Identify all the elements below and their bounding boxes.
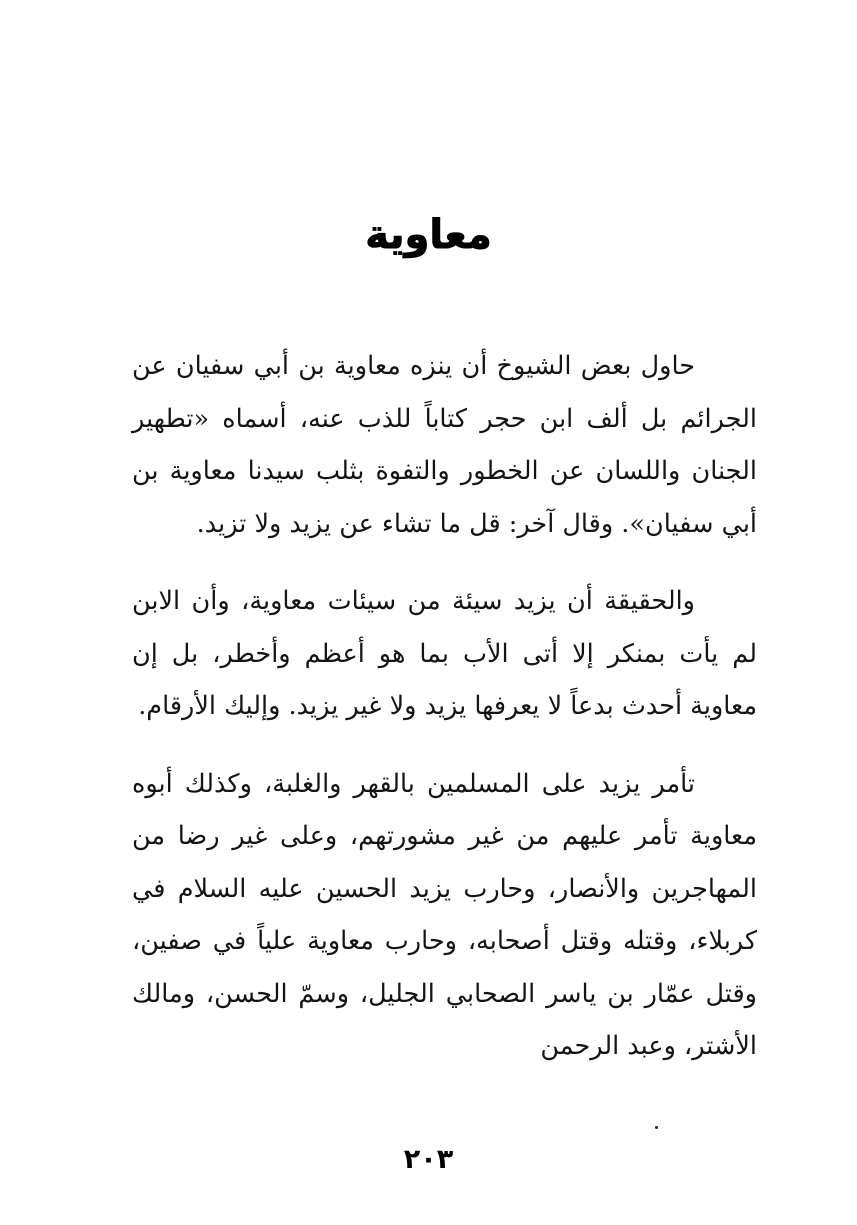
paragraph-1: حاول بعض الشيوخ أن ينزه معاوية بن أبي سفيان عن الجرائم بل ألف ابن حجر كتاباً للذب عنه، أسماه «تطهير الجنان واللسان عن الخطور والتفوة بثلب سيدنا معاوية بن أبي سفيان». وقال آخر: قل ما تشاء عن يزيد ولا تزيد. — [132, 351, 757, 539]
stray-dot-mark — [655, 1126, 658, 1129]
body-text — [132, 340, 757, 1098]
paragraph-3: تأمر يزيد على المسلمين بالقهر والغلبة، وكذلك أبوه معاوية تأمر عليهم من غير مشورتهم، وعلى غير رضا من المهاجرين والأنصار، وحارب يزيد الحسين عليه السلام في كربلاء، وقتله وقتل أصحابه، وحارب معاوية علياً في صفين، وقتل عمّار بن ياسر الصحابي الجليل، وسمّ الحسن، ومالك الأشتر، وعبد الرحمن — [132, 768, 757, 1061]
page-number: ٢٠٣ — [403, 1144, 454, 1175]
paragraph-2: والحقيقة أن يزيد سيئة من سيئات معاوية، وأن الابن لم يأت بمنكر إلا أتى الأب بما هو أعظم وأخطر، بل إن معاوية أحدث بدعاً لا يعرفها يزيد ولا غير يزيد. وإليك الأرقام. — [132, 586, 757, 721]
page-title: معاوية — [365, 212, 492, 258]
